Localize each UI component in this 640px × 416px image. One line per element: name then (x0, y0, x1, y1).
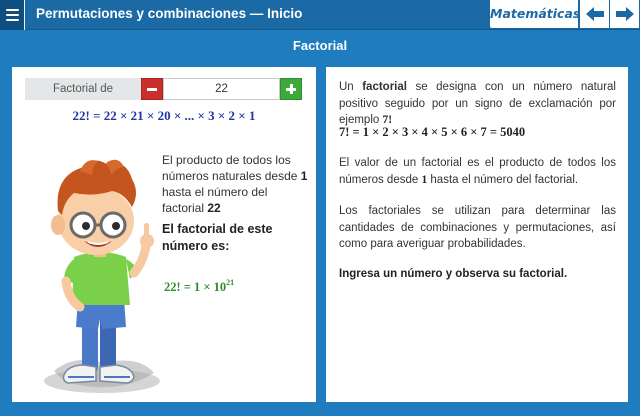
stepper-label: Factorial de (25, 78, 141, 100)
previous-button[interactable] (580, 0, 609, 28)
boy-character-illustration (34, 149, 169, 397)
description-n: 22 (207, 201, 221, 215)
definition-mid: se designa con un número natural positivo seguido por un signo de exclamación por ejemplo (339, 81, 616, 126)
plus-icon (286, 84, 296, 94)
factorial-stepper (25, 78, 302, 100)
arrow-right-icon (616, 7, 634, 21)
subject-label: Matemáticas (490, 6, 581, 21)
result-exponent: 21 (226, 278, 235, 287)
definition-term: factorial (362, 81, 407, 93)
factorial-formula: 22! = 22 × 21 × 20 × ... × 3 × 2 × 1 (72, 108, 256, 123)
description-mid: hasta el número del factorial (162, 185, 268, 215)
top-bar (0, 0, 640, 30)
breadcrumb-home[interactable]: Inicio (267, 6, 303, 21)
info-paragraph-value (339, 155, 616, 188)
definition-example: 7! (382, 114, 393, 126)
description-text: El producto de todos los números naturales desde (162, 153, 301, 183)
description-one: 1 (300, 169, 308, 183)
calculator-panel (12, 67, 316, 402)
result-base: 22! = 1 × 10 (164, 280, 227, 294)
info-panel (326, 67, 628, 402)
info-paragraph-usage: Los factoriales se utilizan para determinar las cantidades de combinaciones y permutaciones, así como para averiguar probabilidades. (339, 205, 616, 250)
decrement-button[interactable] (141, 78, 163, 100)
value-post: hasta el número del factorial. (427, 173, 579, 186)
factorial-result (164, 278, 234, 295)
app-title (36, 6, 302, 21)
menu-icon[interactable] (0, 0, 25, 30)
arrow-left-icon (586, 7, 604, 21)
subject-badge[interactable] (490, 0, 581, 28)
minus-icon (147, 88, 157, 91)
definition-pre: Un (339, 81, 363, 93)
increment-button[interactable] (280, 78, 302, 100)
info-example-formula: 7! = 1 × 2 × 3 × 4 × 5 × 6 × 7 = 5040 (339, 125, 526, 139)
next-button[interactable] (610, 0, 639, 28)
info-paragraph-definition (339, 79, 616, 129)
value-pre: El valor de un factorial es el producto de todos los números desde (339, 157, 616, 186)
value-one: 1 (421, 173, 428, 186)
info-instruction: Ingresa un número y observa su factorial. (339, 268, 568, 280)
app-title-text: Permutaciones y combinaciones (36, 6, 247, 21)
factorial-input[interactable] (163, 78, 280, 100)
section-title: Factorial (292, 38, 348, 53)
title-separator: — (249, 6, 264, 21)
result-question: El factorial de este número es: (162, 222, 273, 253)
factorial-description (162, 152, 312, 216)
